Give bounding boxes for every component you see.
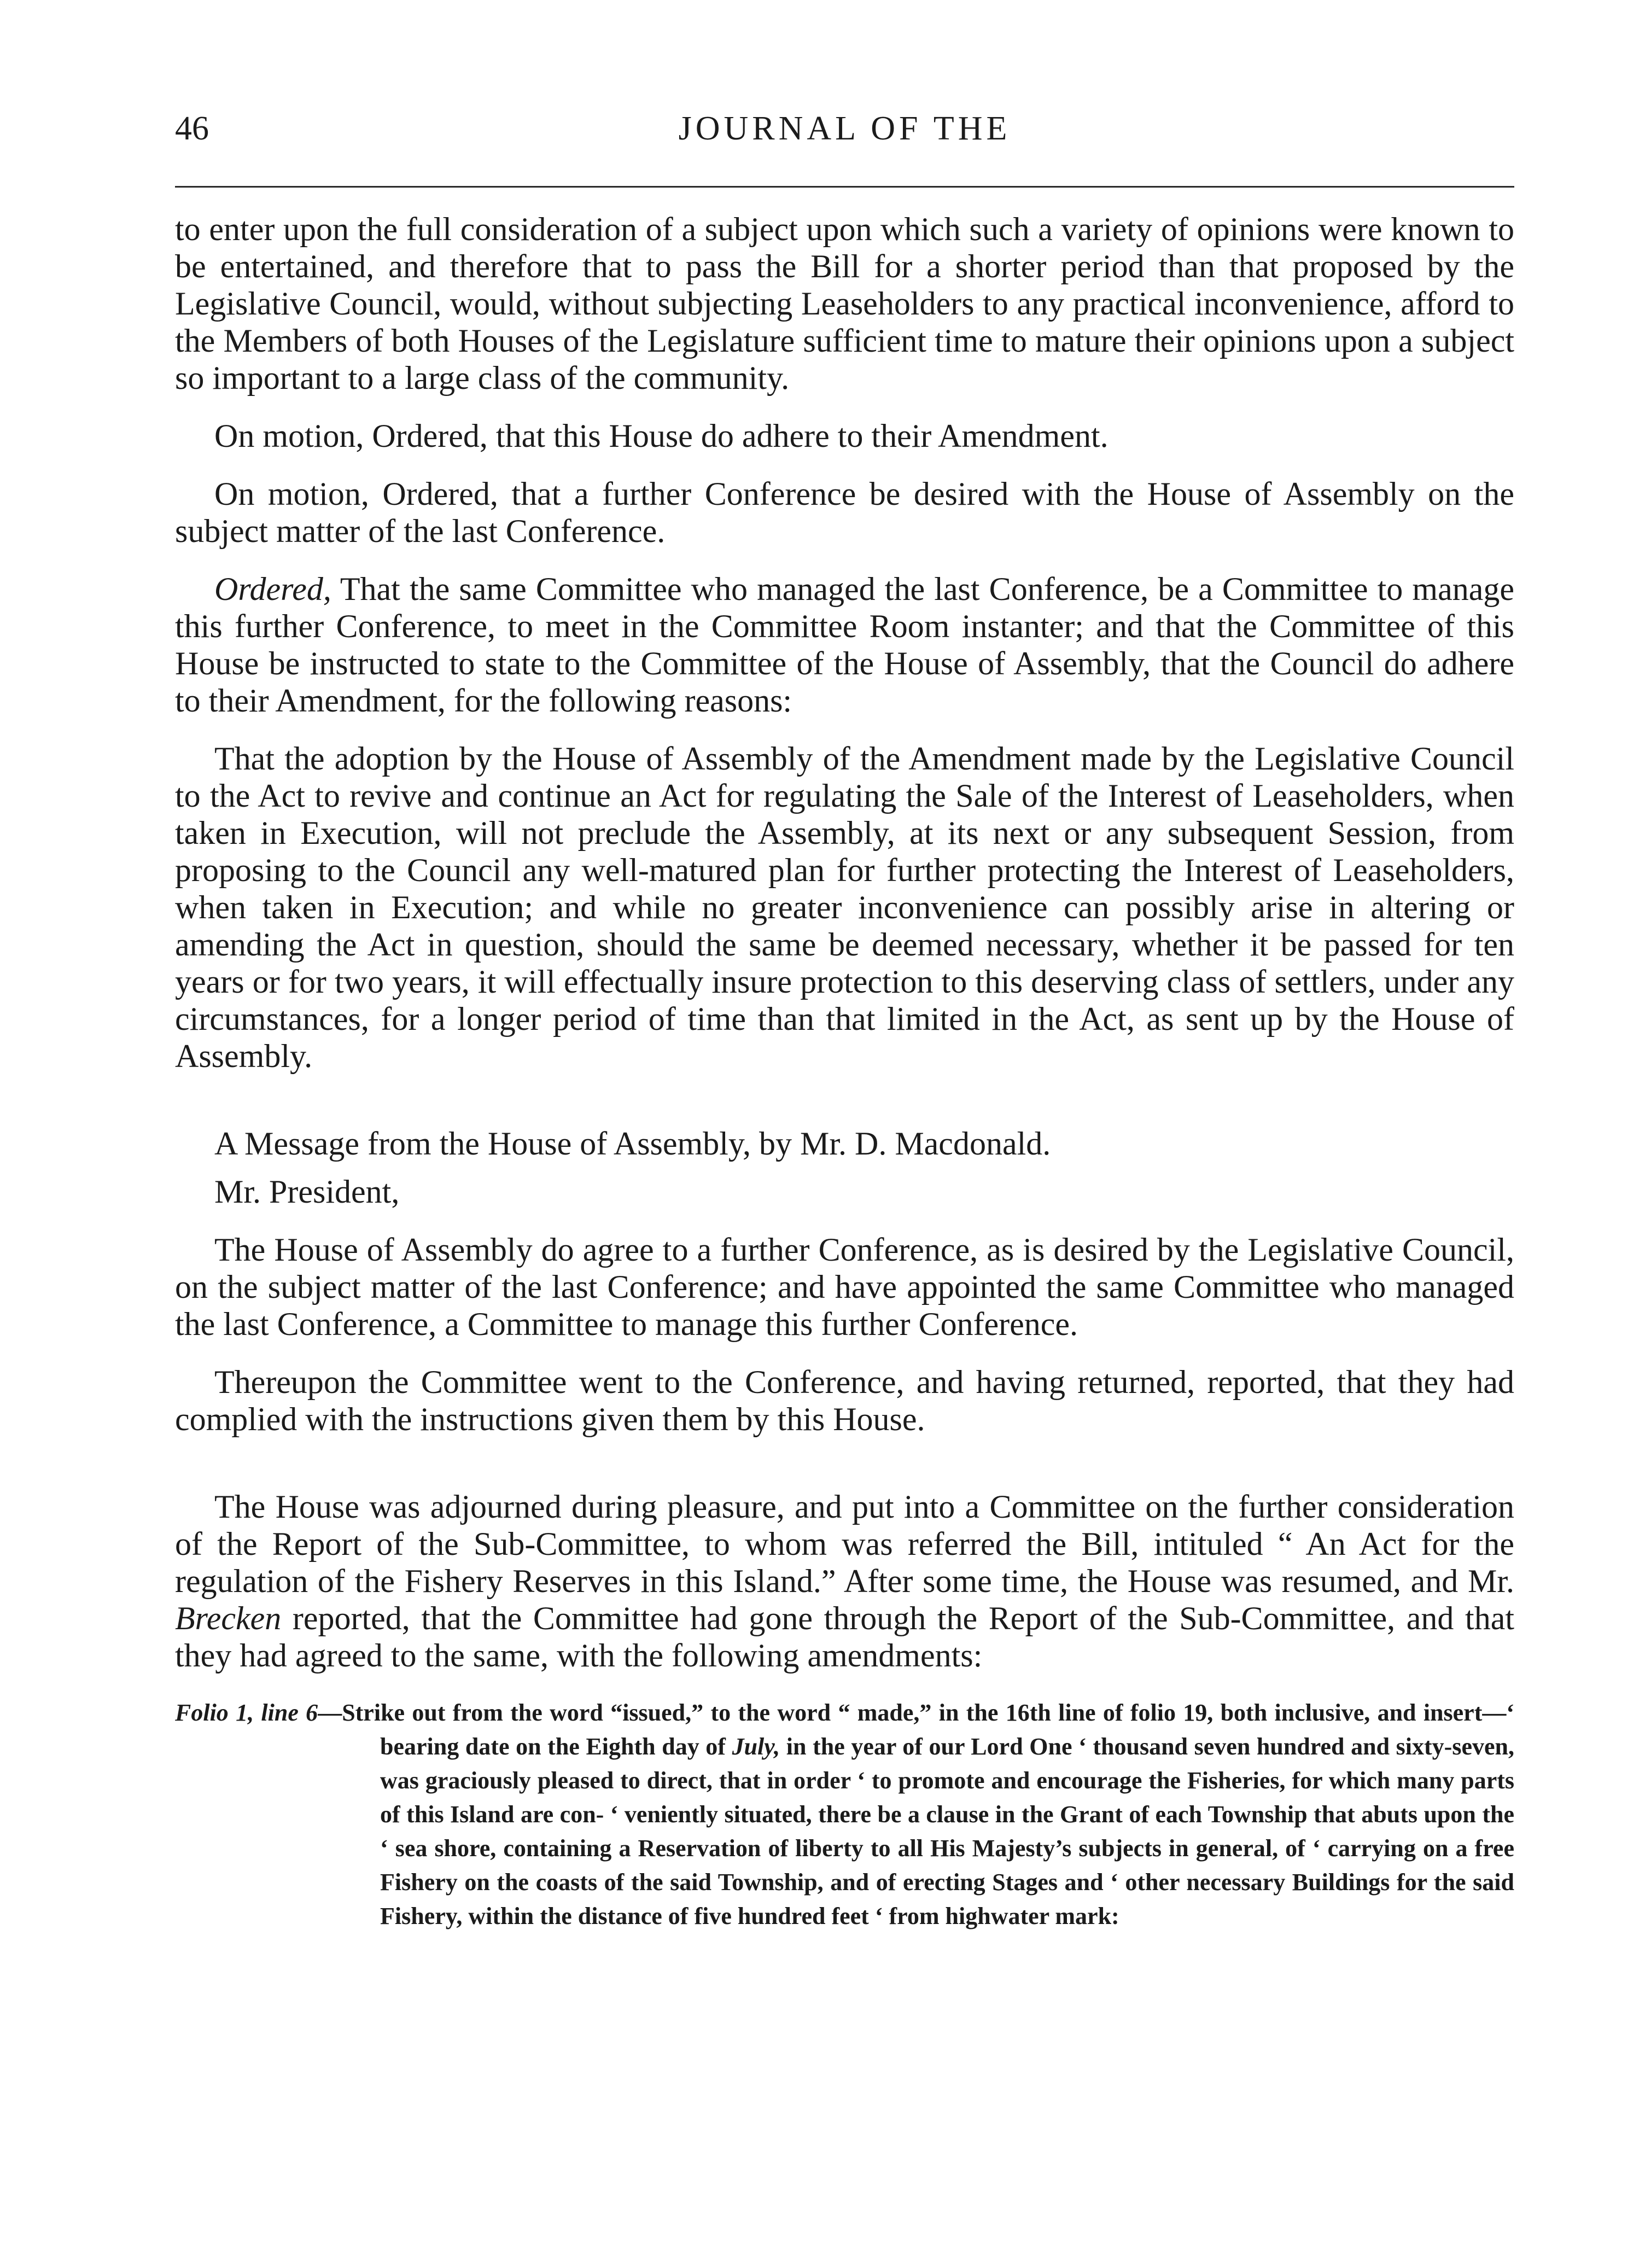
paragraph-motion-conference: On motion, Ordered, that a further Conference be desired with the House of Assembly on the subject matter of the last Conference. — [175, 476, 1514, 549]
paragraph-message: A Message from the House of Assembly, by Mr. D. Macdonald. — [214, 1126, 1051, 1162]
amendment-text — [175, 1696, 1514, 1933]
ordered-lead: Ordered, — [214, 571, 331, 607]
running-title: JOURNAL OF THE — [678, 110, 1011, 147]
paragraph-assembly-agrees: The House of Assembly do agree to a further Conference, as is desired by the Legislative Council, on the subject matter of the last Conference; and have appointed the same Committee who managed the last Conference, a Committee to manage this further Conference. — [175, 1232, 1514, 1342]
page-number: 46 — [175, 110, 209, 147]
fishery-text-b: reported, that the Committee had gone through the Report of the Sub-Committee, and that they had agreed to the same, with the following amendments: — [175, 1600, 1514, 1674]
amendment-text-b: in the year of our Lord One ‘ thousand seven hundred and sixty-seven, was graciously pleased to direct, that in order ‘ to promote and encourage the Fisheries, for which many parts of this Island are con- ‘ veniently situated, there be a clause in the Grant of each Township that abuts upon the ‘ sea shore, containing a Reservation of liberty to all His Majesty’s subjects in general, of ‘ carrying on a free Fishery on the coasts of the said Township, and of erecting Stages and ‘ other necessary Buildings for the said Fishery, within the distance of five hundred feet ‘ from highwater mark: — [380, 1733, 1514, 1929]
paragraph-fishery-bill — [175, 1488, 1514, 1674]
paragraph-motion-adhere: On motion, Ordered, that this House do adhere to their Amendment. — [214, 418, 1109, 454]
paragraph-reasons: That the adoption by the House of Assembly of the Amendment made by the Legislative Council to the Act to revive and continue an Act for regulating the Sale of the Interest of Leaseholders, when taken in Execution, will not preclude the Assembly, at its next or any subsequent Session, from proposing to the Council any well-matured plan for further protecting the Interest of Leaseholders, when taken in Execution; and while no greater inconvenience can possibly arise in altering or amending the Act in question, should the same be deemed necessary, whether it be passed for ten years or for two years, it will effectually insure protection to this deserving class of settlers, under any circumstances, for a longer period of time than that limited in the Act, as sent up by the House of Assembly. — [175, 741, 1514, 1074]
amendment-reference: Folio 1, line 6 — [175, 1699, 318, 1726]
amendment-block — [175, 1696, 1514, 1933]
fishery-text-a: The House was adjourned during pleasure, and put into a Committee on the further consideration of the Report of the Sub-Committee, to whom was referred the Bill, intituled “ An Act for the regulation of the Fishery Reserves in this Island.” After some time, the House was resumed, and Mr. — [175, 1489, 1514, 1599]
paragraph-salutation: Mr. President, — [214, 1174, 400, 1210]
ordered-text: That the same Committee who managed the last Conference, be a Committee to manage this further Conference, to meet in the Committee Room instanter; and that the Committee of this House be instructed to state to the Committee of the House of Assembly, that the Council do adhere to their Amendment, for the following reasons: — [175, 571, 1514, 719]
header-rule — [175, 186, 1514, 188]
amendment-text-a: —Strike out from the word “issued,” to the word “ made,” in the 16th line of folio 19, both inclusive, and insert—‘ bearing date on the Eighth day of — [318, 1699, 1515, 1760]
page-header — [175, 109, 1514, 164]
paragraph-continuation: to enter upon the full consideration of a subject upon which such a variety of opinions were known to be entertained, and therefore that to pass the Bill for a shorter period than that proposed by the Legislative Council, would, without subjecting Leaseholders to any practical inconvenience, afford to the Members of both Houses of the Legislature sufficient time to mature their opinions upon a subject so important to a large class of the community. — [175, 211, 1514, 396]
journal-body — [175, 211, 1514, 1933]
member-name: Brecken — [175, 1600, 282, 1636]
paragraph-ordered — [175, 570, 1514, 719]
amendment-month: July, — [732, 1733, 780, 1760]
paragraph-committee-returned: Thereupon the Committee went to the Conference, and having returned, reported, that they had complied with the instructions given them by this House. — [175, 1364, 1514, 1437]
